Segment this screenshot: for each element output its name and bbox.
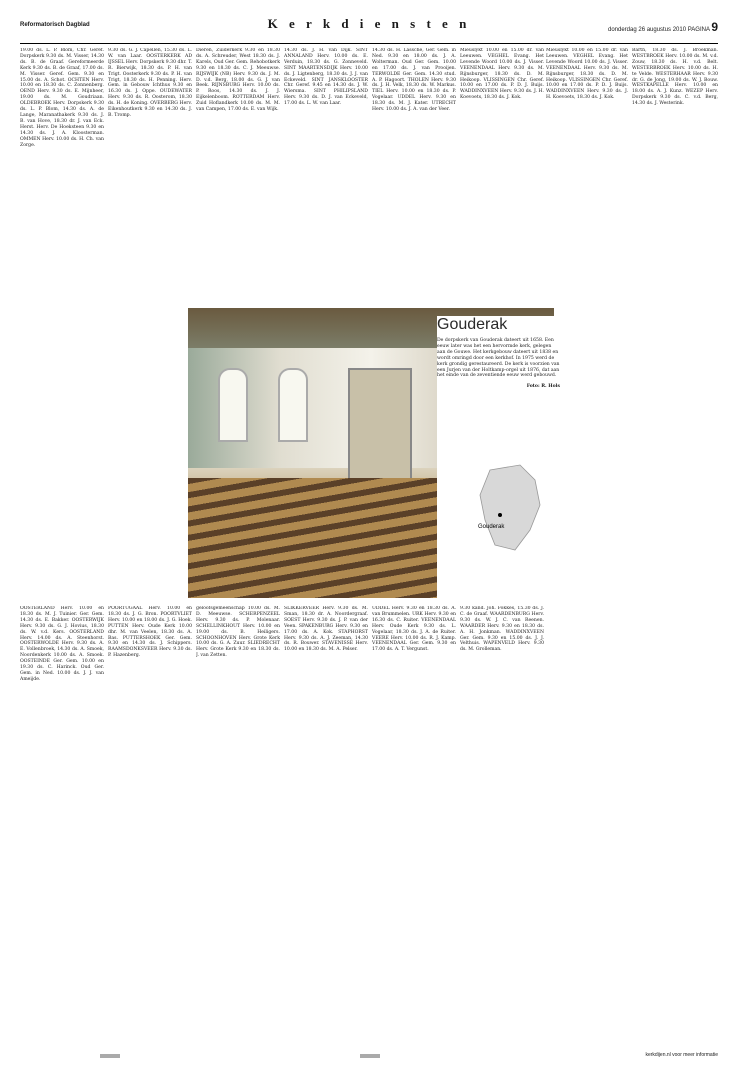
page-footer <box>20 1052 718 1062</box>
map-shape <box>480 465 540 550</box>
header-rule <box>20 43 718 44</box>
photo-window <box>218 368 248 442</box>
column-text: Mieuslykt 10.00 en 15.00 dr. van Leeuwen. VEGHEL Evang. Het Levende Woord 10.00 ds. J. Visser. VEENENDAAL Herv. 9.30 ds. M. Rijnsburger, 18.30 ds. D. M. Heikoop. VLISSINGEN Chr. Geref. 10.00 en 17.00 ds. P. D. J. Buijs. WADDINXVEEN Herv. 9.30 ds. J. H. Koevoets, 18.30 ds. J. Kok. <box>460 48 544 101</box>
map-location-dot <box>498 513 502 517</box>
registration-bar <box>100 1054 120 1058</box>
page-header <box>20 16 718 38</box>
column-top-4 <box>284 48 368 298</box>
column-bottom-1 <box>20 606 104 1046</box>
map-label: Gouderak <box>478 524 505 530</box>
column-bottom-6 <box>460 606 544 1046</box>
publication-name: Reformatorisch Dagblad <box>20 22 90 28</box>
column-text: UDDEL Herv. 9.30 en 18.30 ds. A. van Brummelen. URK Herv. 9.30 en 16.30 ds. C. Ruiter. VEENENDAAL Herv. Oude Kerk 9.30 ds. L. Vogelaar, 18.30 ds. J. A. de Ruiter. VEERE Herv. 10.00 ds. R. J. Kamp. VEENENDAAL Ger. Gem. 9.30 en 17.00 ds. A. T. Vergunst. <box>372 606 456 653</box>
column-bottom-3 <box>196 606 280 1046</box>
column-text: SLIKKERVEER Herv. 9.30 ds. M. Sman, 18.30 dr. A. Noordergraaf. SOEST Herv. 9.30 ds. J. P. van der Veen. SPAKENBURG Herv. 9.30 en 17.00 ds. A. Kok. STAPHORST Herv. 9.30 ds. A. J. Zeeman, 14.30 ds. R. Bouwer. STAVENISSE Herv. 10.00 en 18.30 ds. M. A. Pelser. <box>284 606 368 653</box>
column-bottom-4 <box>284 606 368 1046</box>
photo-credit: Foto: R. Hols <box>526 383 560 389</box>
page-date <box>608 20 718 34</box>
column-text: Mieuslykt 10.00 en 15.00 dr. van Leeuwen. VEGHEL Evang. Het Levende Woord 10.00 ds. J. Visser. VEENENDAAL Herv. 9.30 ds. M. Rijnsburger, 18.30 ds. D. M. Heikoop. VLISSINGEN Chr. Geref. 10.00 en 17.00 ds. P. D. J. Buijs. WADDINXVEEN Herv. 9.30 ds. J. H. Koevoets, 18.30 ds. J. Kok. <box>546 48 628 101</box>
column-text: Dieren, Zuiderkerk 9.30 en 18.30 ds. A. Schreuder, West 18.30 ds. J. Karels, Oud Ger. Gem. Rehobotkerk 9.30 en 18.30 ds. C. J. Meeuwse. RIJSWIJK (NB) Herv. 9.30 ds. J. M. D. v.d. Berg, 18.00 ds. G. J. van Beek. RIJNSBURG Herv. 10.00 ds. P. Roos, 14.30 ds. J. J. Eijkelenboom. ROTTERDAM Herv. Zuid Hoflandkerk 10.00 ds. M. M. van Campen, 17.00 ds. E. van Wijk. <box>196 48 280 113</box>
column-bottom-5 <box>372 606 456 1046</box>
feature-body: De dorpskerk van Gouderak dateert uit 1658. Een eeuw later was het een hervormde kerk, gelegen aan de Gouwe. Het kerkgebouw dateert uit 1838 en wordt omringd door een kerkhof. In 1975 werd de kerk grondig gerestaureerd. De kerk is voorzien van een Jurjen van der Holtkamp-orgel uit 1876, dat aan het einde van de zeventiende eeuw werd gebouwd. <box>437 338 560 379</box>
registration-bar <box>360 1054 380 1058</box>
column-text: geloofsgemeenschap 10.00 ds. M. D. Meeuwse. SCHERPENZEEL Herv. 9.30 ds. P. Molenaar. SCHELLINKHOUT Herv. 10.00 en 19.00 ds. B. Heiligers. SCHOONHOVEN Herv. Grote Kerk 10.00 ds. G. A. Zuur. SLIEDRECHT Herv. Grote Kerk 9.30 en 18.30 ds. J. van Zetten. <box>196 606 280 659</box>
feature-title: Gouderak <box>437 316 508 333</box>
column-bottom-2 <box>108 606 192 1046</box>
photo-door <box>348 368 412 482</box>
page-title: K e r k d i e n s t e n <box>267 16 471 31</box>
column-text: POORTUGAAL Herv. 10.00 en 18.30 ds. J. G. Bron. POORTVLIET Herv. 10.00 en 18.00 ds. J. G. Hoek. PUTTEN Herv. Oude Kerk 10.00 dhr. M. van Veelen, 18.30 ds. A. Bas. PUTTERSHOEK Ger. Gem. 9.30 en 14.30 ds. J. Schippers. RAAMSDONKSVEER Herv. 9.30 ds. P. Hazenberg. <box>108 606 192 659</box>
column-top-3 <box>196 48 280 298</box>
column-text: Barth, 18.30 ds. J. Broekman. WESTBROEK Herv. 10.00 ds. M. v.d. Zouw, 18.30 ds. H. v.d. Belt. WESTERBROEK Herv. 10.00 ds. H. te Velde. WESTERHAAR Herv. 9.30 dr. G. de Jong, 19.00 ds. W. J. Bouw. WESTKAPELLE Herv. 10.00 en 18.00 ds. A. J. Kunz. WEZEP Herv. Dorpskerk 9.30 ds. C. v.d. Berg, 14.30 ds. J. Westerink. <box>632 48 718 107</box>
column-top-2 <box>108 48 192 298</box>
column-text: 9.30 ds. G. J. Capellen, 15.30 ds. L. W. van Laar. OOSTERKERK AD IJSSEL Herv. Dorpskerk 9.30 dhr. T. R. Bierwijk, 18.30 ds. P. H. van Trigt. Oosterkerk 9.30 ds. P. H. van Trigt, 18.30 ds. H. Penning. Herv. Gem. in Gebouw Ichthus 9.30 en 16.30 ds. J. Oppe. OUDEWATER Herv. 9.30 ds. R. Oosterom, 18.30 ds. H. de Koning. OVERBERG Herv. Eikenhoutkerk 9.30 en 14.30 ds. J. B. Tromp. <box>108 48 192 118</box>
column-text: 9.30 kand. Joh. Fokkes, 15.30 ds. J. C. de Graaf. WAARDENBURG Herv. 9.30 ds. W. J. C. van Reenen. WAARDER Herv. 9.30 en 18.30 ds. A. H. Jonkman. WADDINXVEEN Ger. Gem. 9.30 en 15.00 ds. J. J. Velthuis. WAPENVELD Herv. 9.30 ds. M. Grolleman. <box>460 606 544 653</box>
column-top-6 <box>460 48 544 298</box>
column-top-1 <box>20 48 104 298</box>
footer-site: kerkdijen.nl voor meer informatie <box>645 1052 718 1058</box>
photo-window <box>278 368 308 442</box>
column-text: 19.00 ds. L. P. Blom, Chr. Geref. Dorpskerk 9.30 ds. M. Visser, 14.30 ds. B. de Graaf. Gereformeerde Kerk 9.30 ds. B. de Graaf, 17.00 ds. M. Visser. Geref. Gem. 9.30 en 15.00 ds. A. Schot. OCHTEN Herv. 10.00 en 18.30 ds. C. Zonnenberg. OEND Herv. 9.30 ds. E. Mijnheer, 19.00 ds. M. Goudriaan. OLDEBROEK Herv. Dorpskerk 9.30 ds. L. P. Blom, 14.30 ds. A. de Lange, Maranathakerk 9.30 ds. J. B. van Hove, 18.30 dr. J. van Eck. Herst. Herv. De Hoeksteen 9.30 en 14.30 ds. J. A. Kloosterman. OMMEN Herv. 10.00 ds. H. Ch. van Zorge. <box>20 48 104 148</box>
column-text: 14.30 ds. H. Lassche, Ger. Gem. in Ned. 9.30 en 18.00 ds. J. A. Wolterman. Oud Ger. Gem. 10.00 en 17.00 ds. J. van Prooijen. TERWOLDE Ger. Gem. 14.30 stud. A. P. Hagoort. THOLEN Herv. 9.30 ds. J. H. Velk, 18.30 ds. W. Markus. TIEL Herv. 10.00 en 18.30 ds. P. Vogelaar. UDDEL Herv. 9.30 en 18.30 ds. M. J. Kater. UTRECHT Herv. 10.00 ds. J. A. van der Veer. <box>372 48 456 113</box>
page-number: 9 <box>711 20 718 34</box>
column-right <box>632 48 718 1038</box>
column-text: 14.30 ds. J. H. van Dijk. SINT ANNALAND Herv. 10.00 ds. E. Verduin, 18.30 ds. G. Zonneveld. SINT MAARTENSDIJK Herv. 10.00 ds. J. Ligtenberg, 18.30 ds. J. J. van Eckeveld. SINT JANSKLOOSTER Chr. Geref. 9.45 en 14.30 ds. J. W. Wiersma. SINT PHILIPSLAND Herv. 9.30 ds. D. J. van Eckeveld, 17.00 ds. L. W. van Laar. <box>284 48 368 107</box>
date-text: donderdag 26 augustus 2010 PAGINA <box>608 27 710 33</box>
netherlands-map <box>470 460 550 560</box>
column-top-5 <box>372 48 456 298</box>
column-text: OOSTERLAND Herv. 10.00 en 18.30 ds. M. J. Tuinier. Ger. Gem. 14.30 ds. E. Bakker. OOSTERWIJK Herv. 9.30 ds. G. J. Hovius, 18.30 ds. W. v.d. Kers. OOSTERLAND Herv. 14.00 ds. A. Steenhorst. OOSTERWOLDE Herv. 9.30 ds. A. E. Vollenbroek, 14.30 ds. A. Smoek, Noordenkerk 10.00 ds. A. Smoek. OOSTEINDE Ger. Gem. 10.00 en 19.30 ds. C. Harinck. Oud Ger. Gem. in Ned. 10.00 ds. J. J. van Ameijde. <box>20 606 104 682</box>
